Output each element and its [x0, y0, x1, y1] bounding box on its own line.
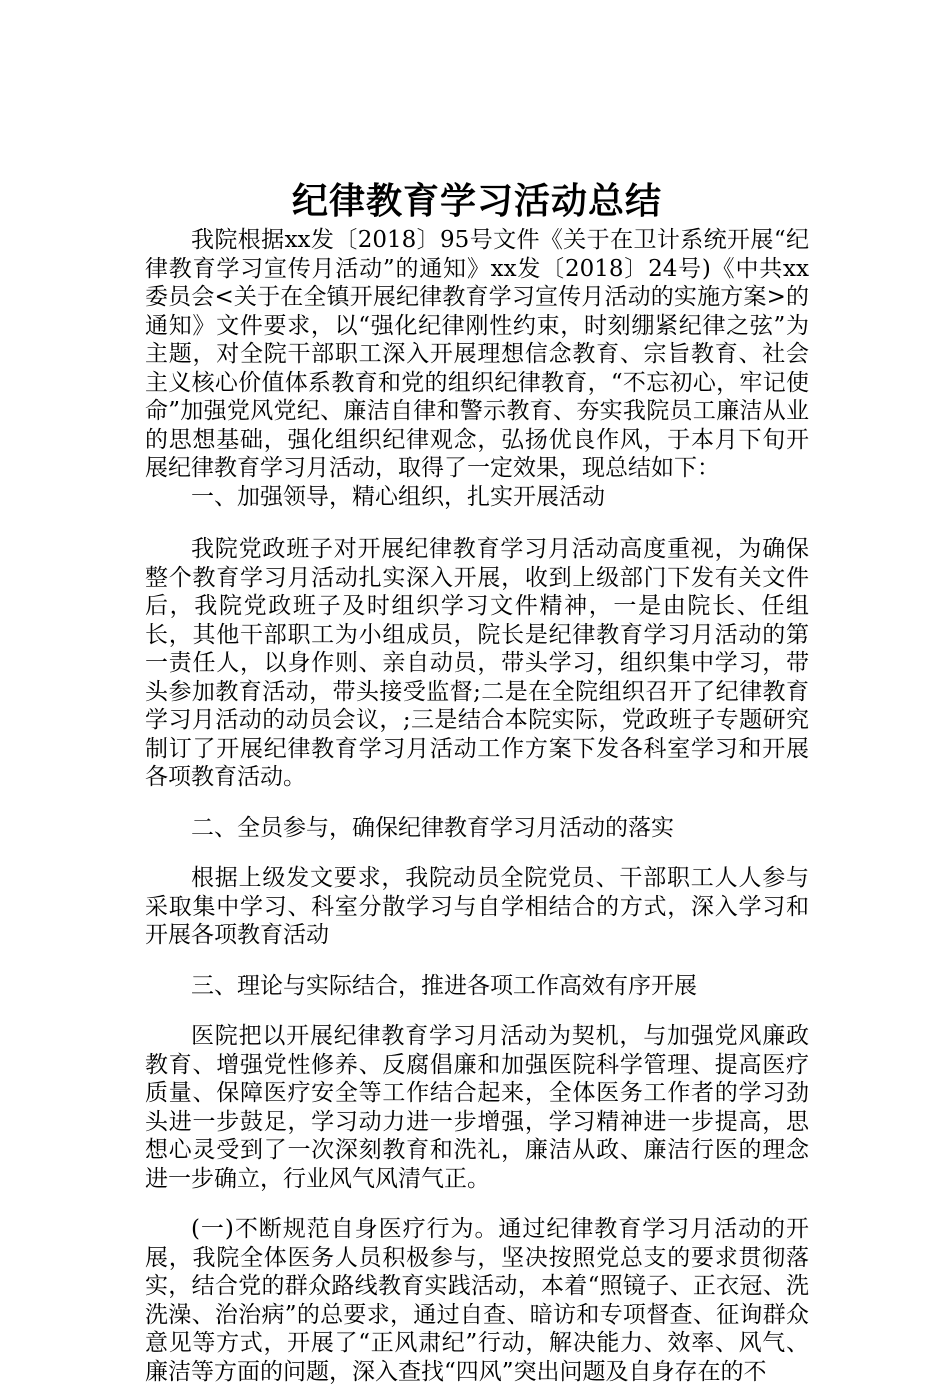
section-heading-1: 一、加强领导，精心组织，扎实开展活动: [191, 483, 605, 510]
section-heading-2: 二、全员参与，确保纪律教育学习月活动的落实: [191, 814, 674, 841]
section-1-paragraph: 我院党政班子对开展纪律教育学习月活动高度重视，为确保整个教育学习月活动扎实深入开展，收到上级部门下发有关文件后，我院党政班子及时组织学习文件精神，一是由院长、任组长，其他干部职工为小组成员，院长是纪律教育学习月活动的第一责任人，以身作则、亲自动员，带头学习，组织集中学习，带头参加教育活动，带头接受监督;二是在全院组织召开了纪律教育学习月活动的动员会议，;三是结合本院实际，党政班子专题研究制订了开展纪律教育学习月活动工作方案下发各科室学习和开展各项教育活动。: [145, 536, 809, 790]
document-page: [145, 178, 809, 1386]
intro-paragraph: 我院根据xx发〔2018〕95号文件《关于在卫计系统开展“纪律教育学习宣传月活动”的通知》xx发〔2018〕24号)《中共xx委员会<关于在全镇开展纪律教育学习宣传月活动的实施方案>的通知》文件要求，以“强化纪律刚性约束，时刻绷紧纪律之弦”为主题，对全院干部职工深入开展理想信念教育、宗旨教育、社会主义核心价值体系教育和党的组织纪律教育，“不忘初心，牢记使命”加强党风党纪、廉洁自律和警示教育、夯实我院员工廉洁从业的思想基础，强化组织纪律观念，弘扬优良作风，于本月下旬开展纪律教育学习月活动，取得了一定效果，现总结如下：: [145, 227, 809, 481]
section-3-paragraph: 医院把以开展纪律教育学习月活动为契机，与加强党风廉政教育、增强党性修养、反腐倡廉和加强医院科学管理、提高医疗质量、保障医疗安全等工作结合起来，全体医务工作者的学习劲头进一步鼓足，学习动力进一步增强，学习精神进一步提高，思想心灵受到了一次深刻教育和洗礼，廉洁从政、廉洁行医的理念进一步确立，行业风气风清气正。: [145, 1023, 809, 1192]
document-title: 纪律教育学习活动总结: [291, 180, 662, 222]
section-heading-3: 三、理论与实际结合，推进各项工作高效有序开展: [191, 972, 697, 999]
section-2-paragraph: 根据上级发文要求，我院动员全院党员、干部职工人人参与采取集中学习、科室分散学习与自学相结合的方式，深入学习和开展各项教育活动: [145, 865, 809, 948]
subsection-1-paragraph: (一)不断规范自身医疗行为。通过纪律教育学习月活动的开展，我院全体医务人员积极参与，坚决按照党总支的要求贯彻落实，结合党的群众路线教育实践活动，本着“照镜子、正衣冠、洗洗澡、治治病”的总要求，通过自查、暗访和专项督查、征询群众意见等方式，开展了“正风肃纪”行动，解决能力、效率、风气、廉洁等方面的问题，深入查找“四风”突出问题及自身存在的不: [145, 1216, 809, 1385]
